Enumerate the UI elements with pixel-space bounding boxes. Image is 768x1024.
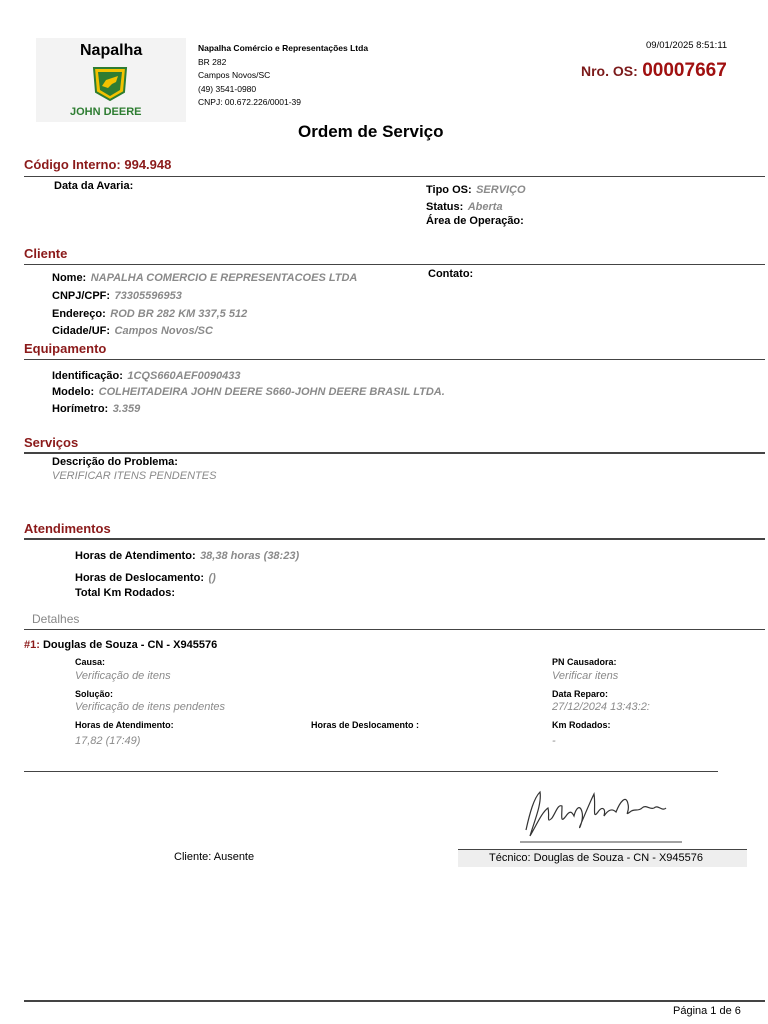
status-row [426,197,503,215]
modelo-label: Modelo: [52,386,95,398]
servicos-section-title: Serviços [24,435,79,450]
horas-deslocamento-label: Horas de Deslocamento: [75,572,204,584]
detalhes-title: Detalhes [32,612,80,626]
cliente-signature-label: Cliente: Ausente [174,851,255,863]
cliente-cnpj-row [52,286,182,304]
solucao-value: Verificação de itens pendentes [75,701,226,713]
data-reparo-value: 27/12/2024 13:43:2: [552,701,650,713]
data-avaria-label: Data da Avaria: [54,180,134,192]
horimetro-row [52,399,140,417]
page-title: Ordem de Serviço [298,122,444,141]
divider [24,264,765,265]
data-reparo-label: Data Reparo: [552,689,609,699]
horas-deslocamento-value: () [208,572,216,584]
endereco-value: ROD BR 282 KM 337,5 512 [110,308,248,320]
divider [24,538,765,540]
horas-atendimento-row [75,546,299,564]
cliente-nome-row [52,268,357,286]
os-label: Nro. OS: [581,63,638,79]
atendimentos-section-title: Atendimentos [24,521,111,536]
tipo-os-row [426,180,526,198]
tipo-os-label: Tipo OS: [426,184,472,196]
cnpj-value: 73305596953 [114,290,182,302]
horas-deslocamento-row [75,568,216,586]
status-label: Status: [426,201,464,213]
tecnico-signature-label [458,849,747,867]
company-phone: (49) 3541-0980 [198,83,257,94]
atendimento-item-header [24,639,217,651]
descricao-label: Descrição do Problema: [52,456,178,468]
pn-causadora-value: Verificar itens [552,670,619,682]
nome-label: Nome: [52,272,87,284]
status-value: Aberta [467,201,503,213]
cliente-cidade-row [52,321,213,339]
company-logo [36,38,186,122]
contato-label: Contato: [428,268,474,280]
nome-value: NAPALHA COMERCIO E REPRESENTACOES LTDA [90,272,358,284]
endereco-label: Endereço: [52,308,106,320]
divider [24,359,765,360]
os-number-block [581,60,727,82]
cidade-label: Cidade/UF: [52,325,111,337]
km-rodados-label: Km Rodados: [552,720,611,730]
horas-atendimento-detail-label: Horas de Atendimento: [75,720,174,730]
codigo-interno: Código Interno: 994.948 [24,157,172,172]
cliente-endereco-row [52,304,247,322]
km-rodados-value: - [552,735,556,747]
descricao-value: VERIFICAR ITENS PENDENTES [52,470,217,482]
company-city: Campos Novos/SC [198,70,271,80]
john-deere-wordmark: JOHN DEERE [70,106,142,118]
company-info [198,42,368,110]
page-number: Página 1 de 6 [673,1005,741,1017]
os-number: 00007667 [642,60,727,81]
divider [24,176,765,177]
pn-causadora-label: PN Causadora: [552,657,617,667]
print-datetime: 09/01/2025 8:51:11 [646,40,728,51]
item-number: #1: [24,639,40,651]
deere-emblem-icon [90,66,130,102]
divider [24,771,718,772]
causa-value: Verificação de itens [75,670,171,682]
item-tecnico: Douglas de Souza - CN - X945576 [42,639,218,651]
company-address: BR 282 [198,56,227,67]
cliente-section-title: Cliente [24,246,68,261]
tipo-os-value: SERVIÇO [476,184,526,196]
cidade-value: Campos Novos/SC [114,325,213,337]
horas-atendimento-detail-value: 17,82 (17:49) [75,735,141,747]
tecnico-signature-text: Técnico: Douglas de Souza - CN - X945576 [489,852,704,864]
company-cnpj: CNPJ: 00.672.226/0001-39 [198,97,302,107]
solucao-label: Solução: [75,689,114,699]
tecnico-signature-image [516,782,686,848]
total-km-label: Total Km Rodados: [75,587,176,599]
modelo-value: COLHEITADEIRA JOHN DEERE S660-JOHN DEERE BRASIL LTDA. [98,386,445,398]
modelo-row [52,382,445,400]
cnpj-label: CNPJ/CPF: [52,290,111,302]
area-operacao-label: Área de Operação: [426,215,524,227]
brand-name: Napalha [80,42,143,59]
company-name: Napalha Comércio e Representações Ltda [198,43,369,53]
identificacao-label: Identificação: [52,370,123,382]
horimetro-value: 3.359 [112,403,141,415]
footer-divider [24,1000,765,1002]
divider [24,452,765,454]
divider [24,629,765,630]
causa-label: Causa: [75,657,106,667]
equipamento-section-title: Equipamento [24,341,107,356]
horas-atendimento-value: 38,38 horas (38:23) [200,550,300,562]
horas-deslocamento-detail-label: Horas de Deslocamento : [311,720,420,730]
horimetro-label: Horímetro: [52,403,109,415]
identificacao-value: 1CQS660AEF0090433 [127,370,241,382]
horas-atendimento-label: Horas de Atendimento: [75,550,196,562]
